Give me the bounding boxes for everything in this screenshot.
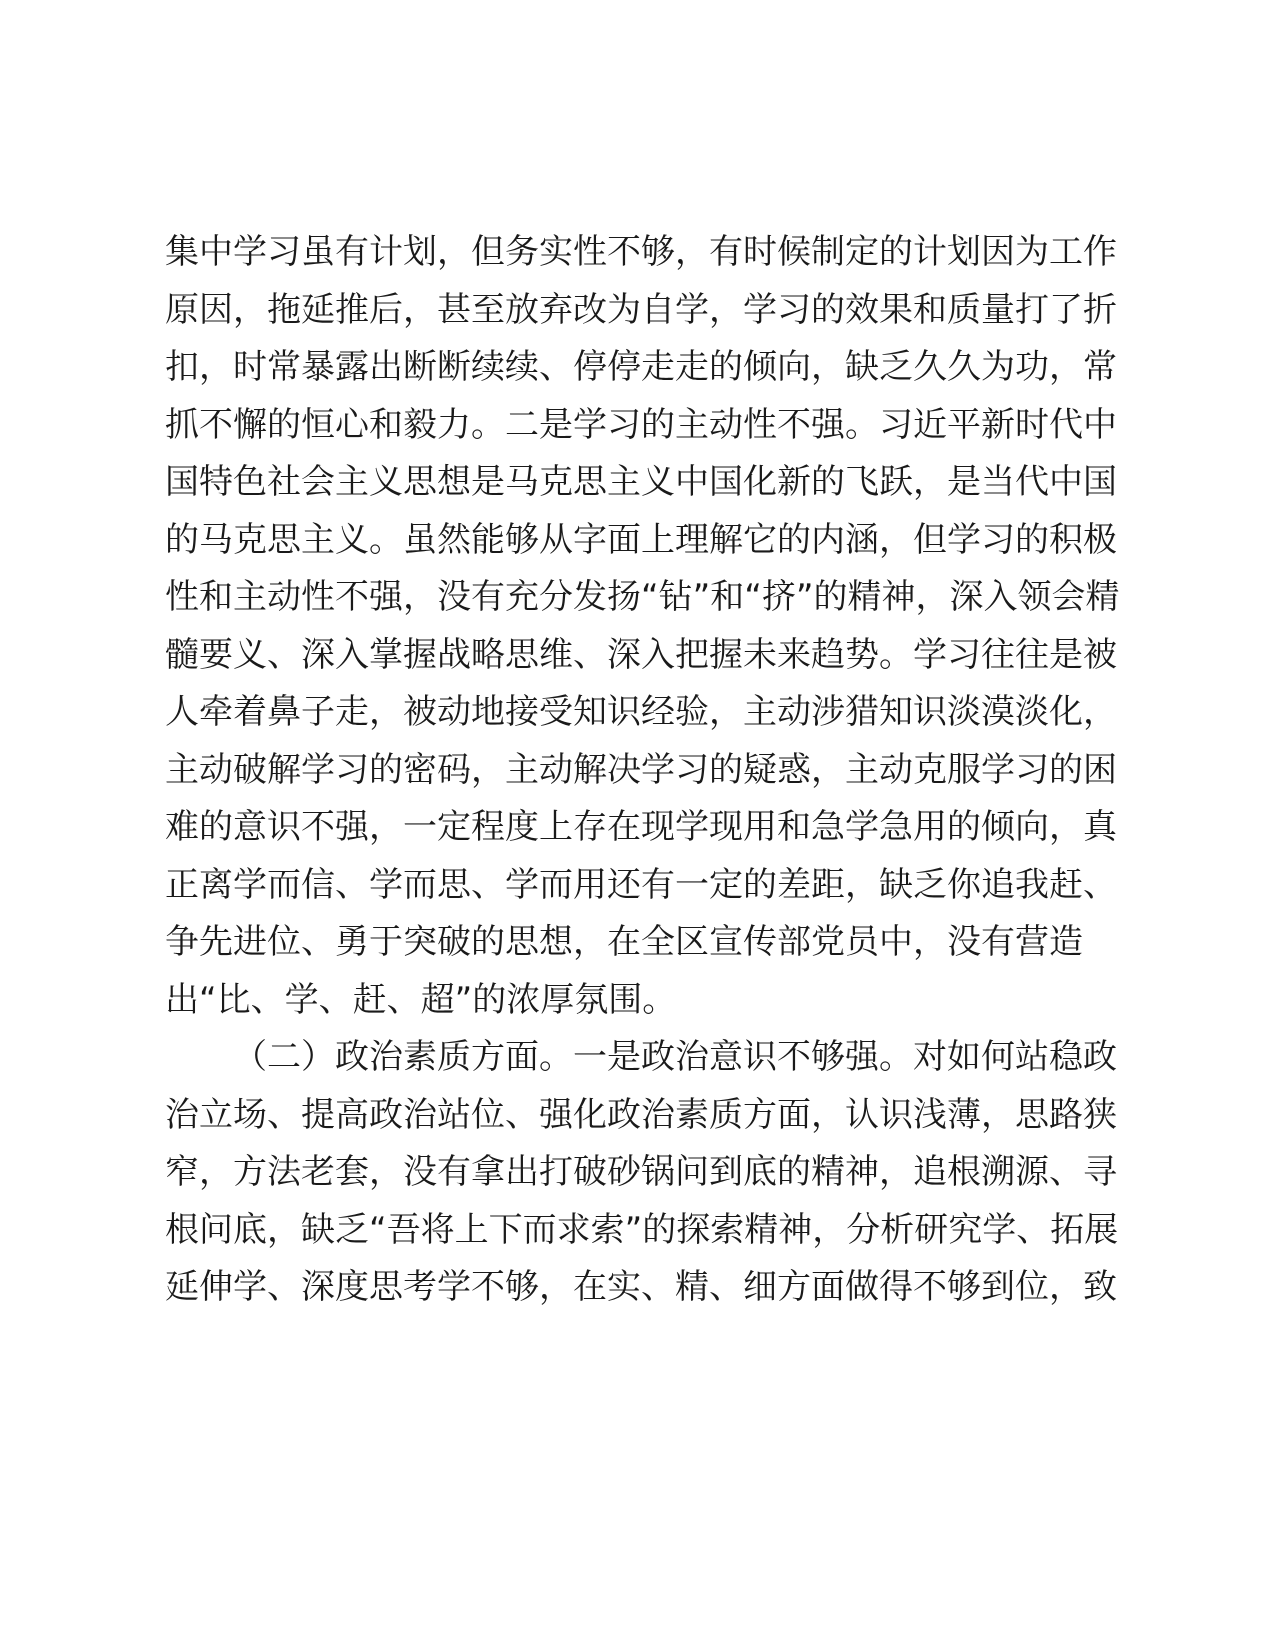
- text-line: 的马克思主义。虽然能够从字面上理解它的内涵，但学习的积极: [165, 519, 1117, 560]
- text-line: 髓要义、深入掌握战略思维、深入把握未来趋势。学习往往是被: [165, 634, 1117, 675]
- text-line: 主动破解学习的密码，主动解决学习的疑惑，主动克服学习的困: [165, 749, 1117, 790]
- text-line: 性和主动性不强，没有充分发扬“钻”和“挤”的精神，深入领会精: [165, 577, 1120, 617]
- text-line: 出“比、学、赶、超”的浓厚氛围。: [165, 979, 677, 1020]
- text-line: 争先进位、勇于突破的思想，在全区宣传部党员中，没有营造: [165, 922, 1083, 962]
- text-line: 根问底，缺乏“吾将上下而求索”的探索精神，分析研究学、拓展: [165, 1209, 1119, 1250]
- text-line: 国特色社会主义思想是马克思主义中国化新的飞跃，是当代中国: [165, 462, 1117, 502]
- section-heading-line: （二）政治素质方面。一是政治意识不够强。对如何站稳政: [233, 1037, 1117, 1077]
- text-line: 集中学习虽有计划，但务实性不够，有时候制定的计划因为工作: [165, 232, 1117, 272]
- text-line: 窄，方法老套，没有拿出打破砂锅问到底的精神，追根溯源、寻: [165, 1152, 1117, 1192]
- text-line: 原因，拖延推后，甚至放弃改为自学，学习的效果和质量打了折: [165, 289, 1117, 330]
- text-line: 扣，时常暴露出断断续续、停停走走的倾向，缺乏久久为功，常: [165, 347, 1117, 387]
- text-line: 人牵着鼻子走，被动地接受知识经验，主动涉猎知识淡漠淡化，: [165, 692, 1117, 732]
- text-line: 延伸学、深度思考学不够，在实、精、细方面做得不够到位，致: [165, 1267, 1117, 1307]
- text-line: 正离学而信、学而思、学而用还有一定的差距，缺乏你追我赶、: [165, 864, 1117, 905]
- document-body: [165, 224, 1120, 1317]
- text-line: 抓不懈的恒心和毅力。二是学习的主动性不强。习近平新时代中: [165, 404, 1117, 445]
- text-line: 难的意识不强，一定程度上存在现学现用和急学急用的倾向，真: [165, 807, 1117, 847]
- text-line: 治立场、提高政治站位、强化政治素质方面，认识浅薄，思路狭: [165, 1094, 1117, 1135]
